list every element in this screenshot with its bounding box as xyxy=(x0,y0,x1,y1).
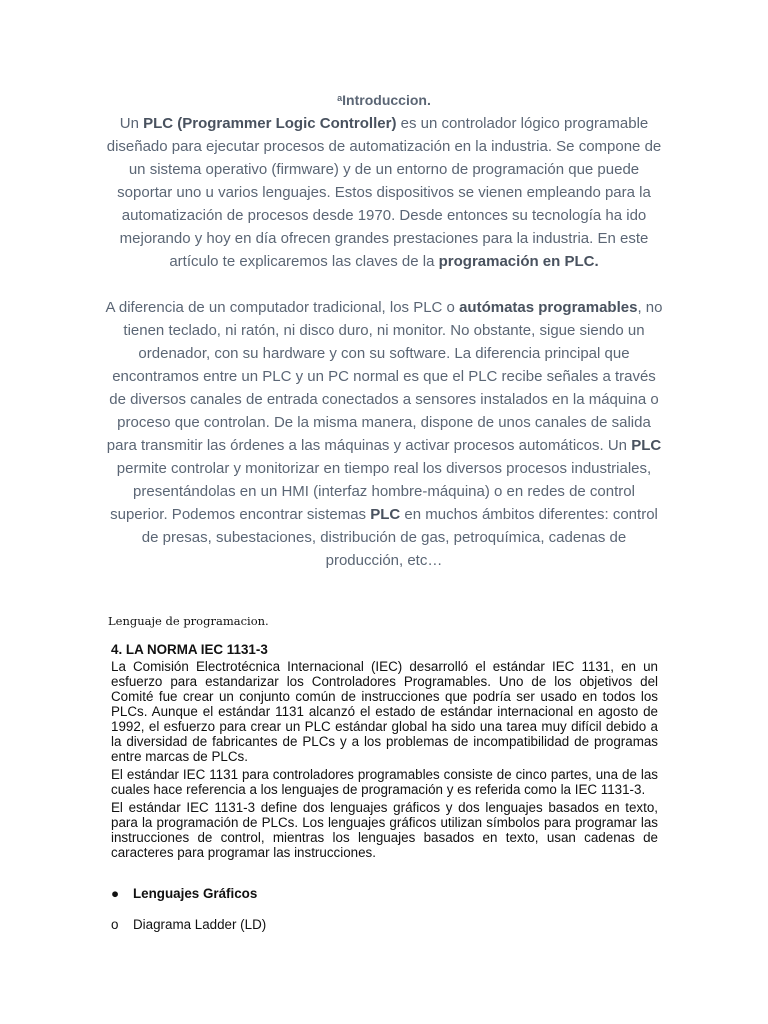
paragraph-gap xyxy=(105,273,663,296)
text-run: , no tienen teclado, ni ratón, ni disco duro, ni monitor. No obstante, sigue siendo un ordenador, con su hardware y con su software. La diferencia principal que encontramos entre un PLC y un PC normal es que el PLC recibe señales a través de diversos canales de entrada conectados a sensores instalados en la máquina o proceso que controlan. De la misma manera, dispone de unos canales de salida para transmitir las órdenes a las máquinas y activar procesos automáticos. Un xyxy=(106,299,663,454)
list-item-label: Diagrama Ladder (LD) xyxy=(133,917,267,932)
bold-run: programación en PLC. xyxy=(438,253,599,270)
norma-section xyxy=(111,642,658,863)
norma-paragraph-1: La Comisión Electrotécnica Internacional (IEC) desarrolló el estándar IEC 1131, en un esfuerzo para estandarizar los Controladores Programables. Uno de los objetivos del Comité fue crear un conjunto común de instrucciones que podría ser usado en todos los PLCs. Aunque el estándar 1131 alcanzó el estado de estándar internacional en agosto de 1992, el esfuerzo para crear un PLC estándar global ha sido una tarea muy difícil debido a la diversidad de fabricantes de PLCs y a los problemas de incompatibilidad de programas entre marcas de PLCs. xyxy=(111,659,658,764)
list-item-label: Lenguajes Gráficos xyxy=(133,886,258,901)
text-run: Un xyxy=(119,115,144,132)
list-item xyxy=(111,917,266,932)
bold-run: PLC (Programmer Logic Controller) xyxy=(143,115,397,132)
text-run: en muchos ámbitos diferentes: control de presas, subestaciones, distribución de gas, petroquímica, cadenas de producción, etc… xyxy=(141,506,658,569)
norma-paragraph-3: El estándar IEC 1131-3 define dos lenguajes gráficos y dos lenguajes basados en texto, para la programación de PLCs. Los lenguajes gráficos utilizan símbolos para programar las instrucciones de control, mientras los lenguajes basados en texto, usan cadenas de caracteres para programar las instrucciones. xyxy=(111,800,658,860)
text-run: A diferencia de un computador tradicional, los PLC o xyxy=(105,299,460,316)
bold-run: PLC xyxy=(370,506,401,523)
intro-title xyxy=(105,87,663,112)
bold-run: autómatas programables xyxy=(459,299,638,316)
intro-paragraph-2 xyxy=(105,296,663,572)
title-superscript: a xyxy=(337,93,343,103)
intro-paragraph-1 xyxy=(105,112,663,273)
circle-bullet-icon: o xyxy=(111,917,119,932)
title-text: Introduccion. xyxy=(342,92,431,108)
bold-run: PLC xyxy=(631,437,662,454)
list-item xyxy=(111,886,257,901)
subheading: Lenguaje de programacion. xyxy=(108,614,269,628)
bullet-icon: ● xyxy=(111,886,120,901)
text-run: es un controlador lógico programable diseñado para ejecutar procesos de automatización en la industria. Se compone de un sistema operativo (firmware) y de un entorno de programación que puede soportar uno u varios lenguajes. Estos dispositivos se vienen empleando para la automatización de procesos desde 1970. Desde entonces su tecnología ha ido mejorando y hoy en día ofrecen grandes prestaciones para la industria. En este artículo te explicaremos las claves de la xyxy=(106,115,662,270)
text-run: permite controlar y monitorizar en tiempo real los diversos procesos industriales, presentándolas en un HMI (interfaz hombre-máquina) o en redes de control superior. Podemos encontrar sistemas xyxy=(110,460,652,523)
intro-section xyxy=(105,87,663,572)
norma-paragraph-2: El estándar IEC 1131 para controladores programables consiste de cinco partes, una de las cuales hace referencia a los lenguajes de programación y es referida como la IEC 1131-3. xyxy=(111,767,658,797)
norma-heading: 4. LA NORMA IEC 1131-3 xyxy=(111,642,268,657)
